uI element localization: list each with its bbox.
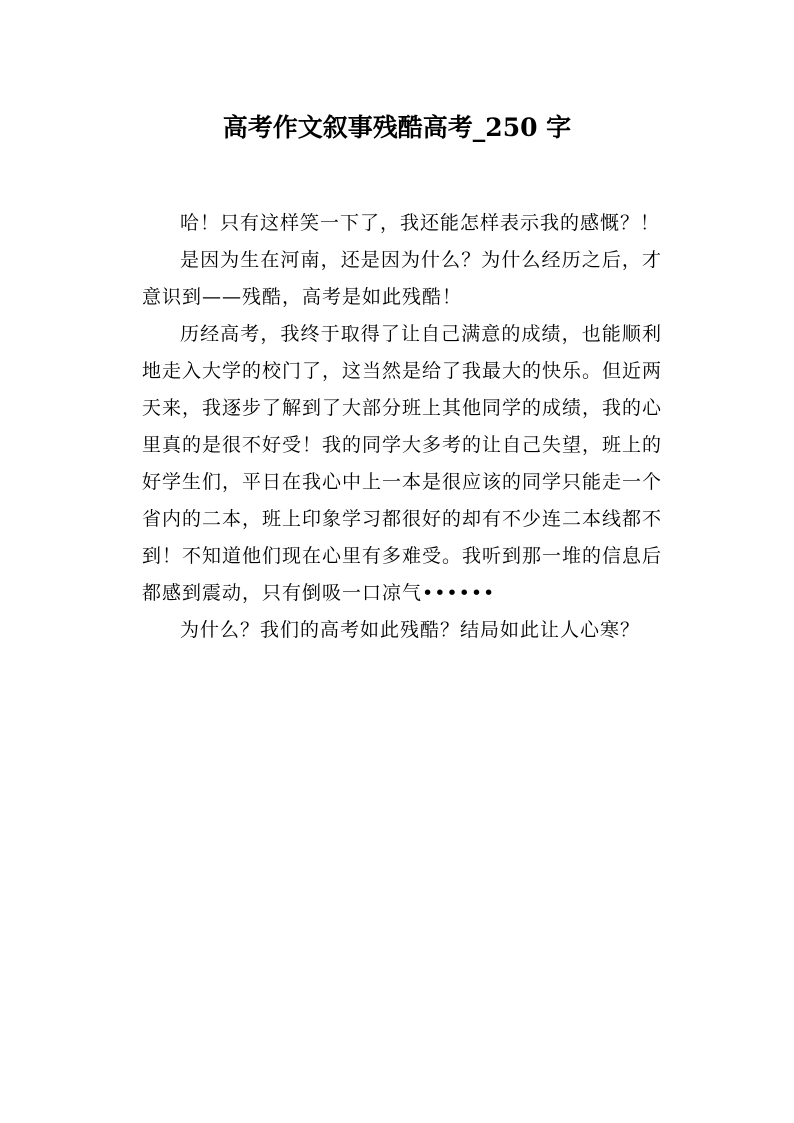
paragraph-1: 哈！只有这样笑一下了，我还能怎样表示我的感慨？！ — [180, 212, 661, 234]
paragraph-3: 历经高考，我终于取得了让自己满意的成绩，也能顺利地走入大学的校门了，这当然是给了我最大的快乐。但近两天来，我逐步了解到了大部分班上其他同学的成绩，我的心里真的是很不好受！我的同学大多考的让自己失望，班上的好学生们，平日在我心中上一本是很应该的同学只能走一个省内的二本，班上印象学习都很好的却有不少连二本线都不到！不知道他们现在心里有多难受。我听到那一堆的信息后都感到震动，只有倒吸一口凉气•••••• — [142, 323, 663, 604]
paragraph-4: 为什么？我们的高考如此残酷？结局如此让人心寒？ — [180, 619, 641, 641]
paragraph-2: 是因为生在河南，还是因为什么？为什么经历之后，才意识到——残酷，高考是如此残酷！ — [142, 249, 662, 308]
document-body — [142, 205, 662, 649]
page-title: 高考作文叙事残酷高考_250 字 — [222, 113, 572, 142]
